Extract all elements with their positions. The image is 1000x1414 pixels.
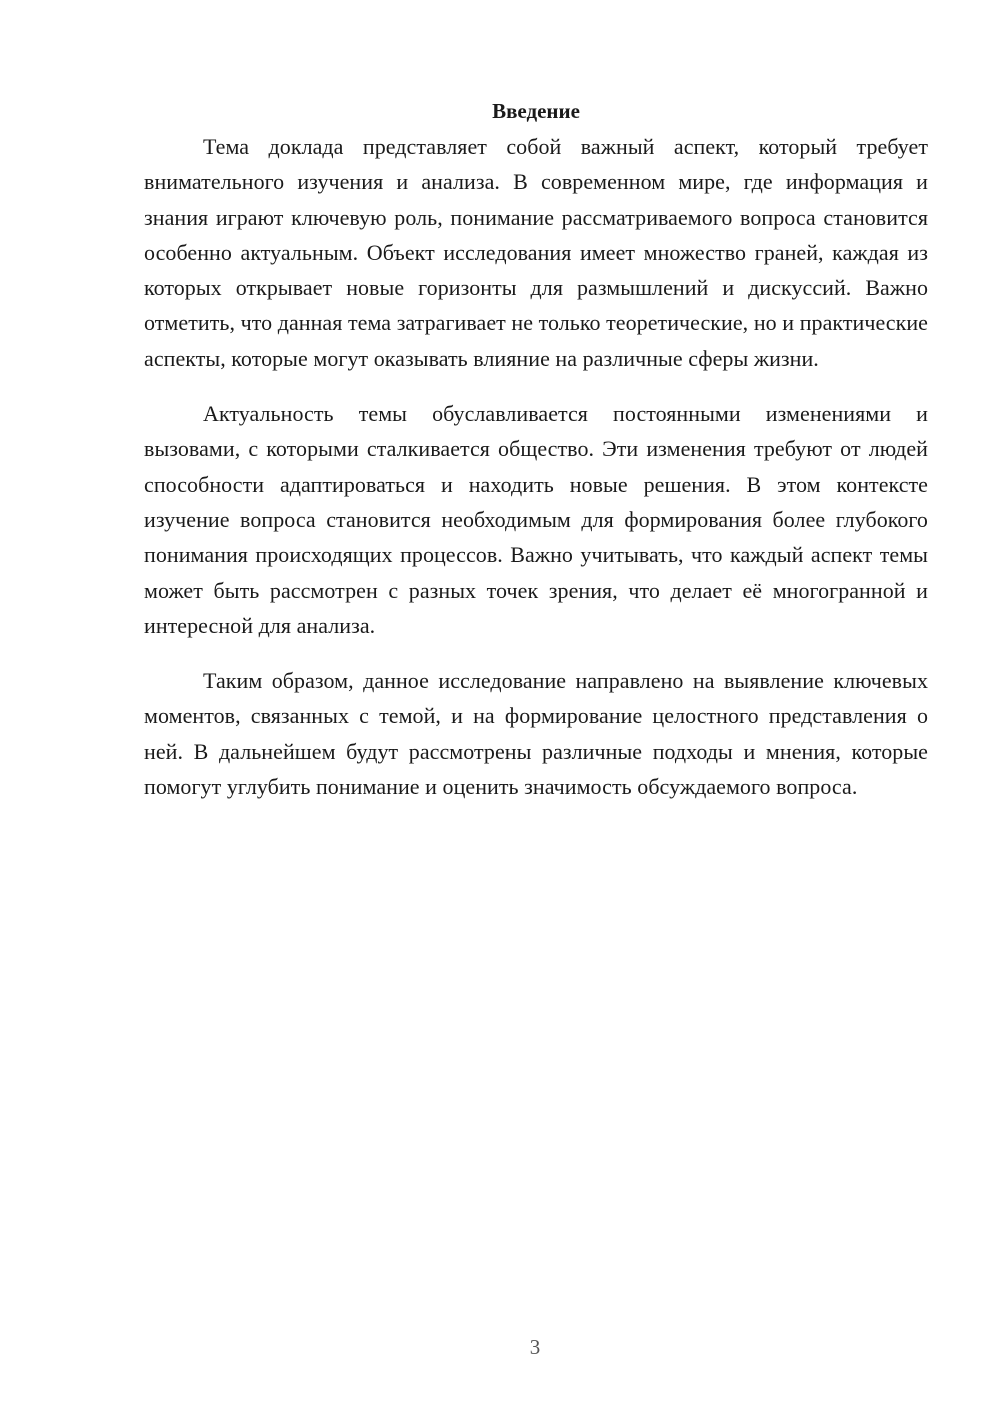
paragraph: Актуальность темы обуславливается постоянными изменениями и вызовами, с которыми сталкивается общество. Эти изменения требуют от людей способности адаптироваться и находить новые решения. В этом контексте изучение вопроса становится необходимым для формирования более глубокого понимания происходящих процессов. Важно учитывать, что каждый аспект темы может быть рассмотрен с разных точек зрения, что делает её многогранной и интересной для анализа. — [144, 401, 928, 638]
section-title: Введение — [492, 99, 580, 123]
paragraph: Таким образом, данное исследование направлено на выявление ключевых моментов, связанных с темой, и на формирование целостного представления о ней. В дальнейшем будут рассмотрены различные подходы и мнения, которые помогут углубить понимание и оценить значимость обсуждаемого вопроса. — [144, 668, 928, 800]
page-content — [144, 94, 928, 804]
paragraph: Тема доклада представляет собой важный аспект, который требует внимательного изучения и анализа. В современном мире, где информация и знания играют ключевую роль, понимание рассматриваемого вопроса становится особенно актуальным. Объект исследования имеет множество граней, каждая из которых открывает новые горизонты для размышлений и дискуссий. Важно отметить, что данная тема затрагивает не только теоретические, но и практические аспекты, которые могут оказывать влияние на различные сферы жизни. — [144, 134, 928, 371]
page-number: 3 — [529, 1335, 541, 1359]
